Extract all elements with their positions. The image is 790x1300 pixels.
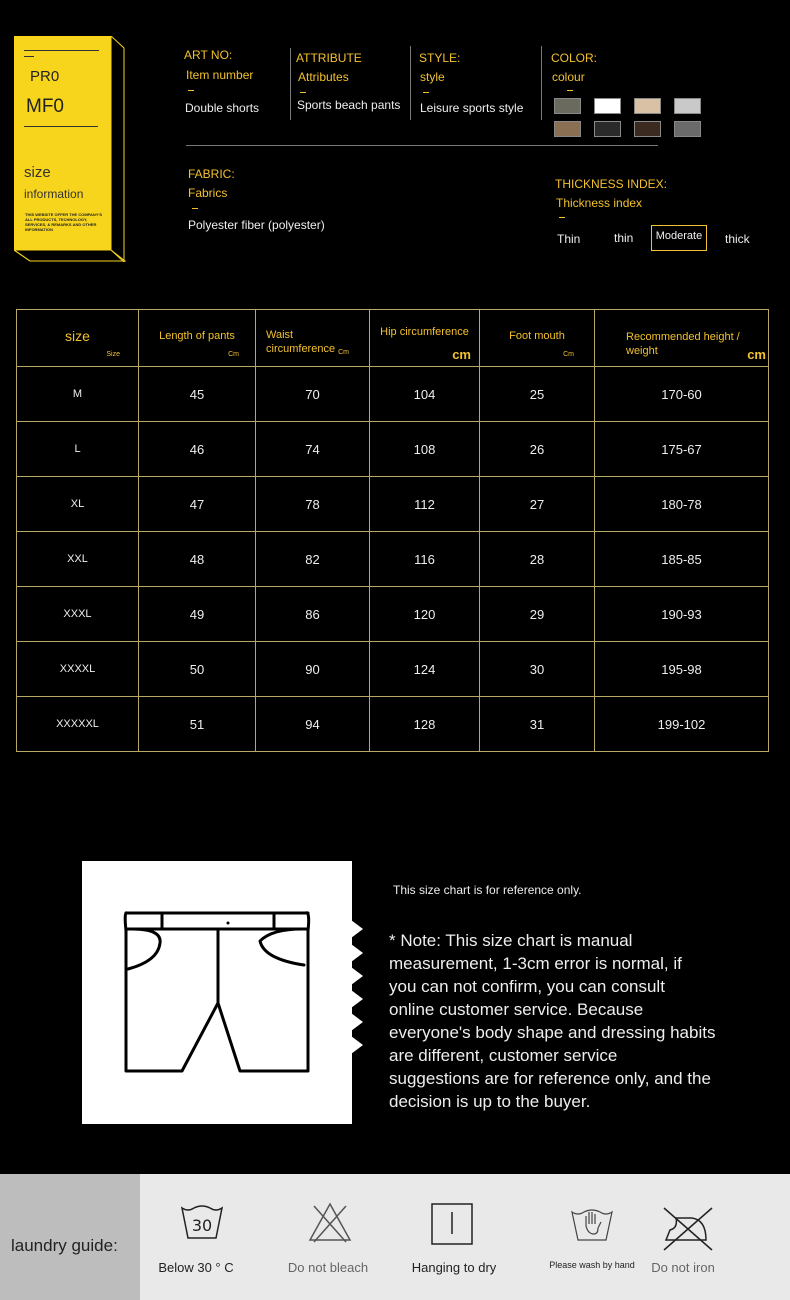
color-swatch[interactable] (634, 121, 661, 137)
logo-information-text: information (24, 187, 84, 201)
cell-waist: 86 (256, 587, 370, 642)
color-swatch[interactable] (554, 121, 581, 137)
header-recommended-label (626, 330, 740, 358)
cell-length: 49 (139, 587, 256, 642)
cell-hip: 128 (370, 697, 480, 752)
header-hip-unit: cm (452, 347, 471, 362)
header-length-label: Length of pants (159, 330, 235, 342)
header-rule (186, 145, 658, 146)
laundry-guide-title: laundry guide: (11, 1236, 118, 1255)
measurement-note: * Note: This size chart is manual measurement, 1-3cm error is normal, if you can not confirm, you can consult online customer service. Because everyone's body shape and dressing habits are different, customer service suggestions are for reference only, and the decision is up to the buyer. (389, 931, 716, 1111)
color-swatch[interactable] (594, 98, 621, 114)
header-recommended (595, 310, 769, 367)
attribute-label: ATTRIBUTE (296, 51, 362, 65)
cell-size: XXXXXL (17, 697, 139, 752)
cell-size: XXXL (17, 587, 139, 642)
care-label-hand-wash: Please wash by hand (549, 1260, 635, 1270)
cell-recommended: 180-78 (595, 477, 769, 532)
logo-pro-text: PR0 (30, 68, 60, 85)
cell-foot: 29 (480, 587, 595, 642)
color-swatch[interactable] (674, 121, 701, 137)
header-waist-line1: Waist (266, 329, 294, 341)
laundry-guide-icons (140, 1174, 790, 1300)
table-header-row (17, 310, 769, 367)
cell-foot: 26 (480, 422, 595, 477)
table-row (17, 422, 769, 477)
header-divider (290, 48, 291, 120)
header-length-unit: Cm (228, 351, 239, 358)
svg-text:30: 30 (191, 1216, 213, 1235)
header-waist-unit: Cm (338, 349, 349, 356)
table-row (17, 587, 769, 642)
header-foot-label: Foot mouth (509, 330, 565, 342)
logo-fine-print: THIS WEBSITE OFFER THE COMPANY'S ALL PRODUCTS, TECHNOLOGY, SERVICES, & REMARKS AND OTHER INFORMATION (25, 212, 103, 232)
brand-logo-box (14, 36, 126, 262)
cell-length: 48 (139, 532, 256, 587)
fabric-label: FABRIC: (188, 167, 235, 181)
color-swatch[interactable] (594, 121, 621, 137)
table-row (17, 367, 769, 422)
cell-waist: 94 (256, 697, 370, 752)
cell-waist: 82 (256, 532, 370, 587)
wash-30-icon (180, 1202, 224, 1242)
cell-foot: 25 (480, 367, 595, 422)
art-no-value: Double shorts (185, 101, 260, 115)
cell-waist: 90 (256, 642, 370, 697)
table-row (17, 477, 769, 532)
header-rec-line2: weight (626, 345, 658, 357)
care-item-wash-30 (148, 1174, 244, 1300)
thickness-dash (559, 217, 565, 218)
style-sub: style (420, 70, 445, 84)
logo-rule (24, 50, 99, 51)
color-dash (567, 90, 573, 91)
header-hip (370, 310, 480, 367)
care-item-no-bleach (278, 1174, 378, 1300)
thickness-sub: Thickness index (556, 196, 643, 210)
fabric-sub: Fabrics (188, 186, 228, 200)
art-no-sub: Item number (186, 68, 254, 82)
shorts-illustration (82, 861, 352, 1124)
table-row (17, 697, 769, 752)
attribute-sub: Attributes (298, 70, 349, 84)
header-waist (256, 310, 370, 367)
care-label-no-iron: Do not iron (651, 1260, 715, 1275)
cell-foot: 31 (480, 697, 595, 752)
cell-hip: 116 (370, 532, 480, 587)
thickness-label: THICKNESS INDEX: (555, 177, 668, 191)
care-item-no-iron (638, 1174, 728, 1300)
header-recommended-unit: cm (747, 347, 766, 362)
table-row (17, 532, 769, 587)
cell-size: L (17, 422, 139, 477)
header-waist-line2: circumference (266, 343, 336, 355)
header-waist-label (266, 328, 335, 356)
care-label-no-bleach: Do not bleach (287, 1260, 369, 1275)
illustration-notch (351, 944, 363, 962)
logo-size-text: size (24, 164, 51, 181)
cell-hip: 112 (370, 477, 480, 532)
header-size-label: size (65, 328, 90, 344)
header-size-unit: Size (106, 351, 120, 358)
style-value: Leisure sports style (420, 101, 524, 115)
care-item-hand-wash (540, 1174, 644, 1300)
cell-recommended: 190-93 (595, 587, 769, 642)
cell-waist: 70 (256, 367, 370, 422)
cell-waist: 78 (256, 477, 370, 532)
cell-length: 47 (139, 477, 256, 532)
header-length (139, 310, 256, 367)
logo-bottom (14, 250, 126, 262)
header-foot-unit: Cm (563, 351, 574, 358)
thickness-option-thick[interactable]: thick (725, 232, 750, 246)
color-sub: colour (552, 70, 585, 84)
illustration-notch (351, 920, 363, 938)
header-hip-label: Hip circumference (380, 326, 469, 338)
color-swatch[interactable] (634, 98, 661, 114)
cell-hip: 124 (370, 642, 480, 697)
cell-length: 46 (139, 422, 256, 477)
attribute-dash (300, 92, 306, 93)
cell-size: XXL (17, 532, 139, 587)
reference-note: This size chart is for reference only. (393, 883, 582, 897)
attribute-value: Sports beach pants (297, 98, 401, 112)
cell-foot: 27 (480, 477, 595, 532)
cell-hip: 104 (370, 367, 480, 422)
care-label-wash-30: Below 30 ° C (158, 1260, 234, 1275)
color-swatch[interactable] (554, 98, 581, 114)
cell-recommended: 199-102 (595, 697, 769, 752)
laundry-guide-title-panel (0, 1174, 140, 1300)
illustration-notch (351, 967, 363, 985)
cell-recommended: 195-98 (595, 642, 769, 697)
cell-length: 50 (139, 642, 256, 697)
cell-waist: 74 (256, 422, 370, 477)
header-size (17, 310, 139, 367)
hand-wash-icon (570, 1204, 614, 1244)
color-swatch[interactable] (674, 98, 701, 114)
cell-recommended: 185-85 (595, 532, 769, 587)
style-label: STYLE: (419, 51, 461, 65)
shorts-icon (82, 861, 352, 1124)
color-label: COLOR: (551, 51, 598, 65)
cell-hip: 120 (370, 587, 480, 642)
logo-side (111, 36, 126, 262)
header-rec-line1: Recommended height / (626, 331, 740, 343)
cell-size: XL (17, 477, 139, 532)
thickness-option-moderate-selected[interactable]: Moderate (651, 225, 707, 251)
cell-foot: 28 (480, 532, 595, 587)
cell-size: XXXXL (17, 642, 139, 697)
logo-rule (24, 126, 98, 127)
logo-mfo-text: MF0 (26, 96, 64, 117)
logo-rule (24, 56, 34, 57)
table-row (17, 642, 769, 697)
cell-length: 51 (139, 697, 256, 752)
style-dash (423, 92, 429, 93)
thickness-option-thin-lower[interactable]: thin (614, 231, 634, 245)
thickness-option-thin-upper[interactable]: Thin (557, 232, 581, 246)
cell-recommended: 175-67 (595, 422, 769, 477)
no-iron-icon (662, 1206, 714, 1252)
illustration-notch (351, 1013, 363, 1031)
fabric-value: Polyester fiber (polyester) (188, 218, 325, 232)
cell-recommended: 170-60 (595, 367, 769, 422)
illustration-notch (351, 1036, 363, 1054)
care-label-hang-dry: Hanging to dry (411, 1260, 497, 1275)
header-foot (480, 310, 595, 367)
no-bleach-icon (308, 1202, 352, 1244)
art-no-dash (188, 90, 194, 91)
cell-foot: 30 (480, 642, 595, 697)
cell-hip: 108 (370, 422, 480, 477)
fabric-dash (192, 208, 198, 209)
care-item-hang-dry (404, 1174, 504, 1300)
illustration-notch (351, 990, 363, 1008)
hang-dry-icon (430, 1202, 474, 1246)
size-chart-table (16, 309, 769, 752)
cell-length: 45 (139, 367, 256, 422)
art-no-label: ART NO: (184, 48, 233, 62)
cell-size: M (17, 367, 139, 422)
header-divider (541, 46, 542, 120)
header-divider (410, 46, 411, 120)
